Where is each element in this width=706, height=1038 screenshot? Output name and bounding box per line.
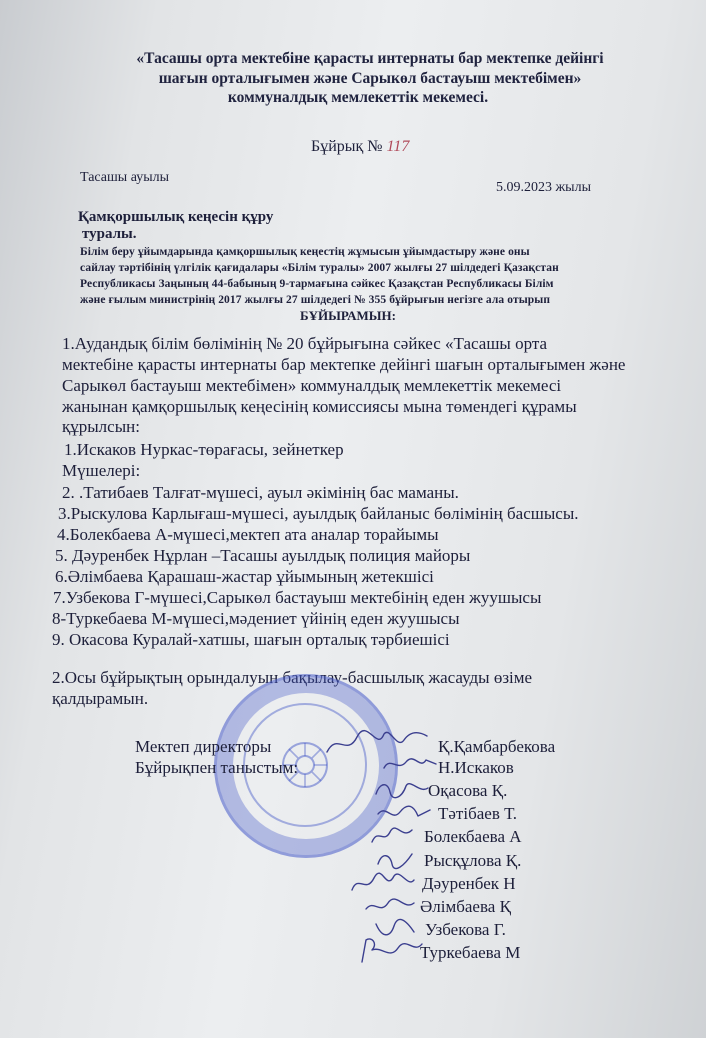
director-label: Мектеп директоры — [135, 737, 272, 756]
item2-line-2: қалдырамын. — [52, 689, 149, 708]
okasova-signature — [372, 776, 432, 802]
order-date: 5.09.2023 жылы — [496, 180, 591, 195]
item1-line-4: жанынан қамқоршылық кеңесінің комиссиясы мына төмендегі құрамы — [62, 397, 577, 416]
member-line: 7.Узбекова Г-мүшесі,Сарыкөл бастауыш мектебінің еден жуушысы — [53, 588, 542, 607]
item1-line-1: 1.Аудандық білім бөлімінің № 20 бұйрығына сәйкес «Тасашы орта — [62, 334, 548, 353]
signatory-name: Н.Искаков — [438, 758, 514, 777]
iskakov-signature — [380, 752, 440, 776]
item1-line-2: мектебіне қарасты интернаты бар мектепке дейінгі шағын орталығымен және — [62, 355, 626, 374]
member-line: 5. Дәуренбек Нұрлан –Тасашы ауылдық полиция майоры — [55, 546, 471, 565]
subject-line-2: туралы. — [82, 226, 137, 242]
signatory-name: Оқасова Қ. — [428, 781, 508, 800]
turkebaeva-signature — [356, 934, 426, 968]
institution-title-line-2: шағын орталығымен және Сарыкөл бастауыш мектебімен» — [158, 70, 582, 87]
preamble-line-2: сайлау тәртібінің үлгілік қағидалары «Білім туралы» 2007 жылғы 27 шілдедегі Қазақстан — [80, 262, 559, 274]
bolekbaeva-signature — [368, 822, 418, 848]
order-title — [311, 138, 409, 156]
member-line: 4.Болекбаева А-мүшесі,мектеп ата аналар торайымы — [57, 525, 439, 544]
order-place: Тасашы ауылы — [80, 170, 170, 185]
member-line: 9. Окасова Куралай-хатшы, шағын орталық тәрбиешісі — [52, 630, 450, 649]
member-line: 8-Туркебаева М-мүшесі,мәдениет үйінің еден жуушысы — [52, 609, 460, 628]
signatory-name: Әлімбаева Қ — [420, 897, 511, 916]
member-line: 6.Әлімбаева Қарашаш-жастар ұйымының жетекшісі — [55, 567, 434, 586]
member-line: 3.Рыскулова Карлығаш-мүшесі, ауылдық байланыс бөлімінің басшысы. — [58, 504, 579, 523]
order-number: 117 — [386, 138, 410, 155]
signatory-name: Туркебаева М — [420, 943, 521, 962]
order-label: Бұйрық № — [311, 138, 383, 155]
institution-title-line-1: «Тасашы орта мектебіне қарасты интернаты бар мектепке дейінгі — [136, 50, 604, 67]
preamble-line-4: және ғылым министрінің 2017 жылғы 27 шілдедегі № 355 бұйрығын негізге ала отырып — [80, 294, 551, 306]
institution-title-line-3: коммуналдық мемлекеттік мекемесі. — [227, 89, 489, 106]
preamble-line-3: Республикасы Заңының 44-бабының 9-тармағына сәйкес Қазақстан Республикасы Білім — [80, 278, 554, 290]
chair-line: 1.Искаков Нуркас-төрағасы, зейнеткер — [64, 440, 344, 459]
item2-line-1: 2.Осы бұйрықтың орындалуын бақылау-басшылық жасауды өзіме — [52, 668, 533, 687]
acquainted-label: Бұйрықпен таныстым: — [135, 758, 299, 777]
signatory-name: Тәтібаев Т. — [438, 804, 518, 823]
signatory-name: Узбекова Г. — [425, 920, 506, 939]
members-label: Мүшелері: — [62, 461, 141, 480]
signatory-name: Дәуренбек Н — [422, 874, 516, 893]
director-name: Қ.Қамбарбекова — [438, 737, 556, 756]
signatory-name: Рысқұлова Қ. — [424, 851, 522, 870]
member-line: 2. .Татибаев Талғат-мүшесі, ауыл әкімінің бас маманы. — [62, 483, 459, 502]
signatory-name: Болекбаева А — [424, 827, 522, 846]
subject-line-1: Қамқоршылық кеңесін құру — [78, 209, 274, 225]
item1-line-5: құрылсын: — [62, 417, 140, 436]
preamble-line-1: Білім беру ұйымдарында қамқоршылық кеңестің жұмысын ұйымдастыру және оны — [80, 246, 530, 258]
item1-line-3: Сарыкөл бастауыш мектебімен» коммуналдық мемлекеттік мекемесі — [62, 376, 562, 395]
command-heading: БҰЙЫРАМЫН: — [300, 308, 397, 323]
